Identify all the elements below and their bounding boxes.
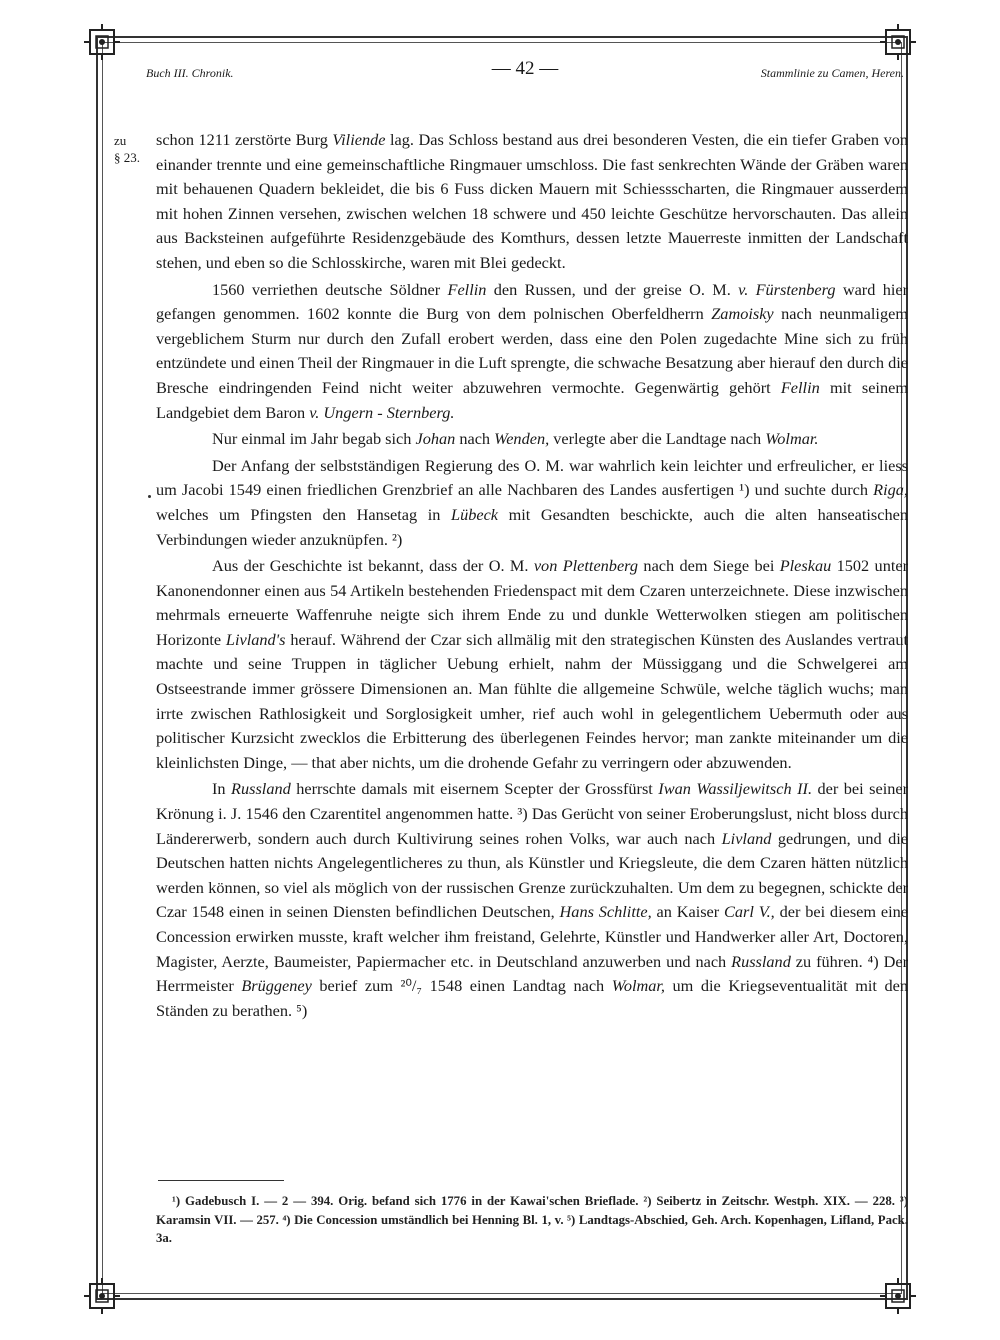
footnotes: [156, 1192, 908, 1248]
ornament-corner-bottom-left: [82, 1276, 122, 1316]
paragraph-3: Nur einmal im Jahr begab sich Johan nach Wenden, verlegte aber die Landtage nach Wolmar.: [212, 429, 819, 449]
paragraph-6: In Russland herrschte damals mit eisernem Scepter der Grossfürst Iwan Wassiljewitsch II. der bei seiner Krönung i. J. 1546 den Czarentitel angenommen hatte. ³) Das Gerücht von seiner Eroberungslust, nicht bloss durch Ländererwerb, sondern auch durch Kultivirung seines rohen Volks, war auch nach Livland gedrungen, und die Deutschen hatten nichts Angelegentlicheres zu thun, als Künstler und Kriegsleute, die dem Czaren hätten nützlich werden können, so viel als möglich von der russischen Grenze zurückzuhalten. Um dem zu begegnen, schickte der Czar 1548 einen in seinen Diensten befindlichen Deutschen, Hans Schlitte, an Kaiser Carl V., der bei diesem eine Concession erwirken musste, kraft welcher ihm freistand, Gelehrte, Künstler und Handwerker aller Art, Doctoren, Magister, Aerzte, Baumeister, Papiermacher etc. in Deutschland anzuwerben und nach Russland zu führen. ⁴) Der Herrmeister Brüggeney berief zum ²⁰/₇ 1548 einen Landtag nach Wolmar, um die Kriegseventualität mit den Ständen zu berathen. ⁵): [156, 779, 909, 1020]
ornament-corner-top-left: [82, 22, 122, 62]
body-text: [156, 128, 908, 1023]
margin-mark: [148, 495, 151, 498]
paragraph-4: Der Anfang der selbstständigen Regierung des O. M. war wahrlich kein leichter und erfreulicher, er liess um Jacobi 1549 einen friedlichen Grenzbrief an alle Nachbaren des Landes ausfertigen ¹) und suchte durch Riga, welches um Pfingsten den Hansetag in Lübeck mit Gesandten beschickte, auch die alten hanseatischen Verbindungen wieder anzuknüpfen. ²): [156, 455, 909, 549]
page-number: — 42 —: [491, 58, 559, 79]
footnote-divider: [158, 1180, 284, 1181]
margin-reference: [114, 132, 154, 166]
running-header: [140, 58, 910, 84]
paragraph-2: 1560 verriethen deutsche Söldner Fellin den Russen, und der greise O. M. v. Fürstenberg ward hier gefangen genommen. 1602 konnte die Burg von dem polnischen Oberfeldherrn Zamoisky nach neunmaligem vergeblichem Sturm nur durch den Zufall erobert werden, dass eine den Polen zugedachte Mine sich zu früh entzündete und einen Theil der Ringmauer in die Luft sprengte, die schwache Besatzung aber hierauf den durch die Bresche eindringenden Feind nicht weiter abzuwehren vermochte. Gegenwärtig gehört Fellin mit seinem Landgebiet dem Baron v. Ungern - Sternberg.: [156, 279, 909, 422]
margin-ref-zu: zu: [114, 133, 127, 148]
margin-ref-section: § 23.: [114, 150, 140, 165]
header-section-title: Stammlinie zu Camen, Heren.: [760, 66, 904, 80]
ornament-corner-top-right: [878, 22, 918, 62]
ornament-corner-bottom-right: [878, 1276, 918, 1316]
paragraph-5: Aus der Geschichte ist bekannt, dass der O. M. von Plettenberg nach dem Siege bei Pleskau 1502 unter Kanonendonner einen aus 54 Artikeln bestehenden Friedenspact mit dem Czaren unterzeichnete. Diese inzwischen mehrmals erneuerte Waffenruhe neigte sich ihrem Ende zu und dunkle Wetterwolken stiegen am politischen Horizonte Livland's herauf. Während der Czar sich allmälig mit den strategischen Künsten des Auslandes vertraut machte und seine Truppen in täglicher Uebung erhielt, nahm der Müssiggang und die Schwelgerei am Ostseestrande immer grössere Dimensionen an. Man fühlte die allgemeine Schwüle, welche täglich wuchs; man irrte zwischen Rathlosigkeit und Sorglosigkeit umher, rief auch wohl in gelegentlichem Uebermuth oder aus politischer Kurzsicht zwecklos die Erbitterung des überlegenen Feindes hervor; man zankte miteinander um die kleinlichsten Dinge, — that aber nichts, um die drohende Gefahr zu verringern oder abzuwenden.: [156, 556, 909, 772]
footnote-text: ¹) Gadebusch I. — 2 — 394. Orig. befand sich 1776 in der Kawai'schen Brieflade. ²) Seibertz in Zeitschr. Westph. XIX. — 228. ³) Karamsin VII. — 257. ⁴) Die Concession umständlich bei Henning Bl. 1, v. ⁵) Landtags-Abschied, Geh. Arch. Kopenhagen, Lifland, Pack. 3a.: [156, 1194, 908, 1245]
paragraph-1: schon 1211 zerstörte Burg Viliende lag. Das Schloss bestand aus drei besonderen Vesten, die ein tiefer Graben von einander trennte und eine gemeinschaftliche Ringmauer umschloss. Die fast senkrechten Wände der Gräben waren mit behauenen Quadern bekleidet, die bis 6 Fuss dicken Mauern mit Schiessscharten, die Ringmauer ausserdem mit hohen Zinnen versehen, zwischen welchen 18 schwere und 450 leichte Geschütze hervorschauten. Das allein aus Backsteinen aufgeführte Residenzgebäude des Komthurs, dessen letzte Mauerreste inmitten der Landschaft stehen, und eben so die Schlosskirche, waren mit Blei gedeckt.: [156, 130, 908, 272]
header-book-title: Buch III. Chronik.: [146, 66, 234, 80]
